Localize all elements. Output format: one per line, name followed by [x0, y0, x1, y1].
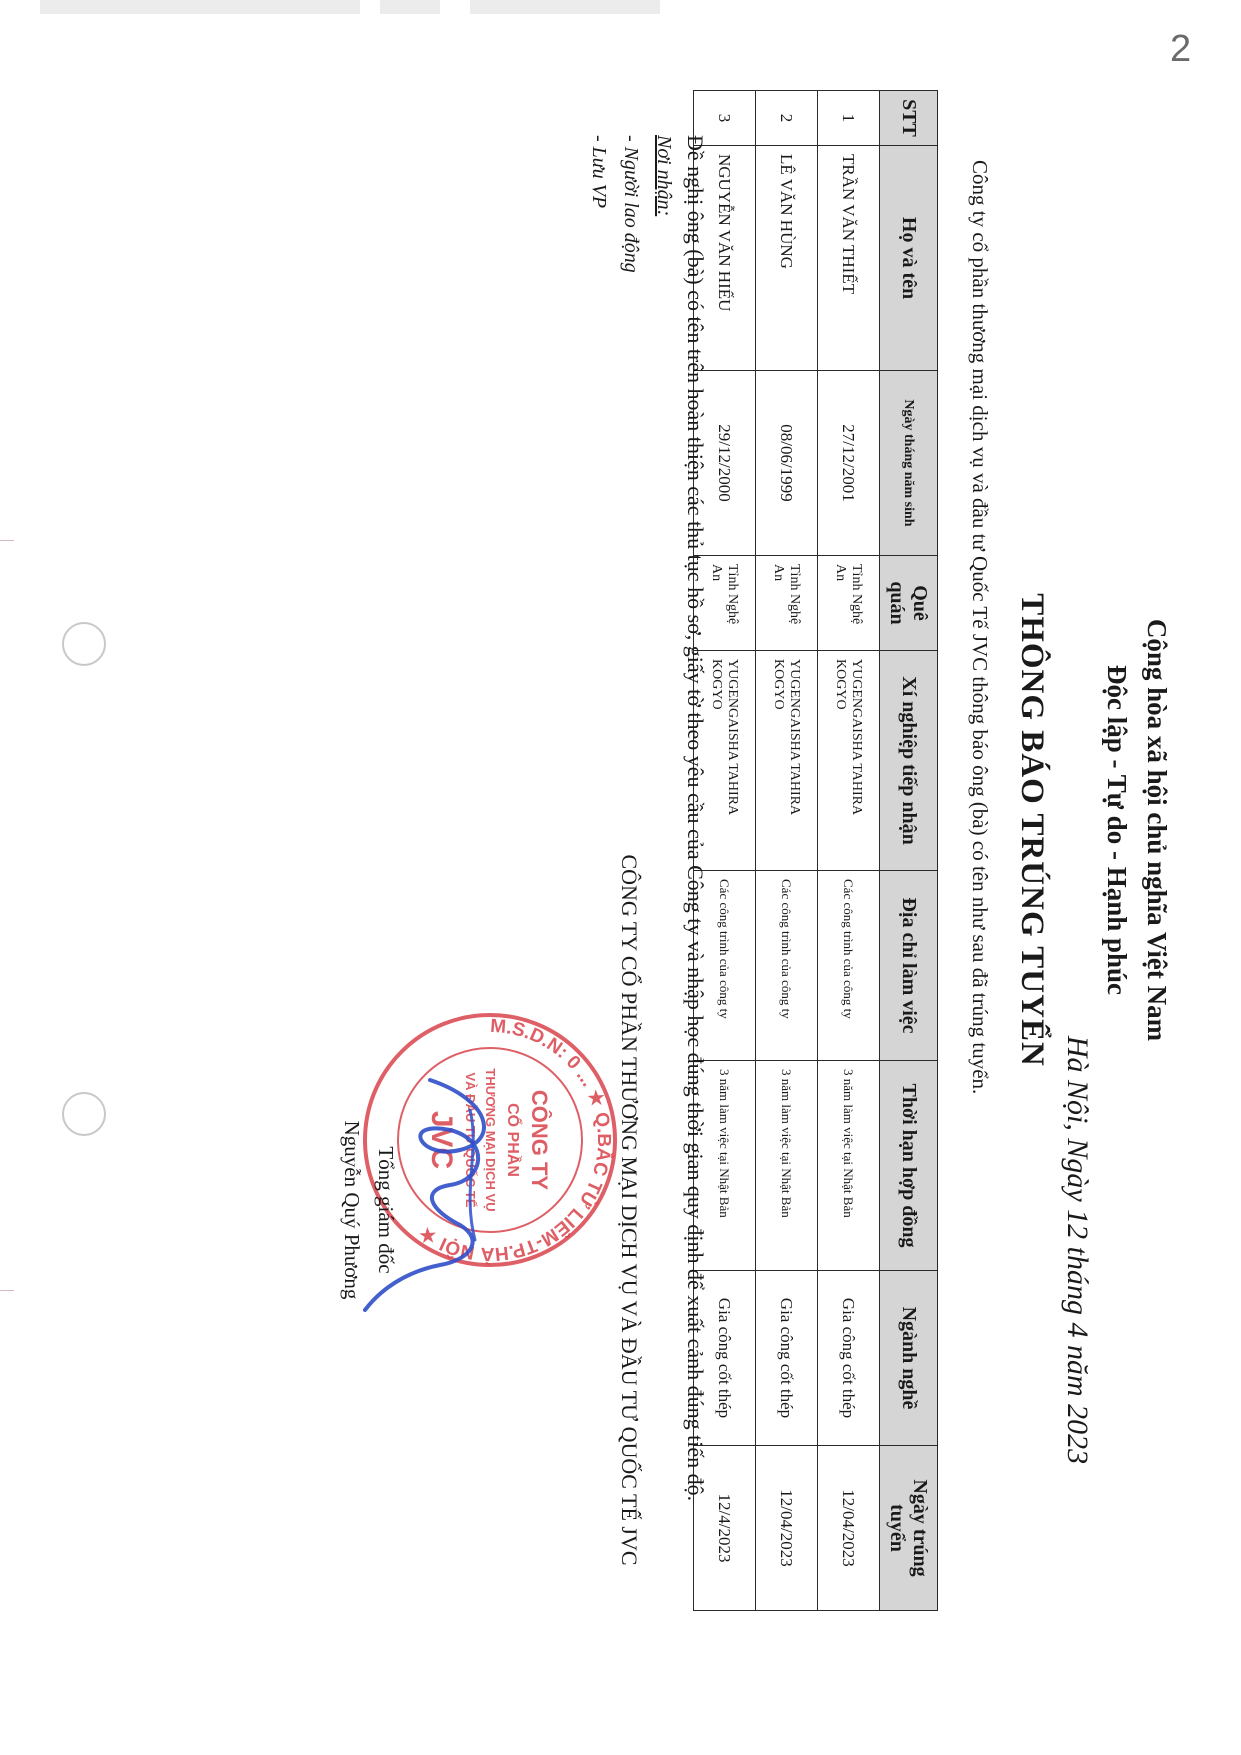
stamp-line: CÔNG TY — [527, 1089, 552, 1191]
document-title: THÔNG BÁO TRÚNG TUYỂN — [1014, 593, 1050, 1067]
table-cell: 29/12/2000 — [694, 371, 756, 556]
table-cell: 1 — [818, 91, 880, 146]
column-header: Họ và tên — [880, 146, 938, 371]
table-cell: Tỉnh Nghệ An — [756, 556, 818, 651]
recipients-label: Nơi nhận: — [653, 135, 675, 217]
table-cell: Các công trình của công ty — [818, 871, 880, 1061]
table-row — [818, 91, 880, 1611]
column-header: Quê quán — [880, 556, 938, 651]
table-cell: Các công trình của công ty — [756, 871, 818, 1061]
margin-mark — [0, 540, 14, 541]
table-cell: 3 năm làm việc tại Nhật Bản — [694, 1061, 756, 1271]
table-cell: 12/04/2023 — [818, 1446, 880, 1611]
column-header: Thời hạn hợp đồng — [880, 1061, 938, 1271]
column-header: STT — [880, 91, 938, 146]
stamp-line: CỔ PHẦN — [504, 1103, 521, 1177]
table-cell: 3 — [694, 91, 756, 146]
column-header: Địa chỉ làm việc — [880, 871, 938, 1061]
request-text: Đề nghị ông (bà) có tên trên hoàn thiện các thủ tục hồ sơ, giấy tờ theo yêu cầu của Công ty và nhập học đúng thời gian quy định để xuất cảnh đúng tiến độ. — [683, 135, 708, 1502]
signer-name: Nguyễn Quý Phương — [340, 1120, 364, 1300]
stamp-line: VÀ ĐẦU TƯ QUỐC TẾ — [463, 1072, 478, 1208]
stamp-line: JVC — [425, 1110, 458, 1170]
table-row — [756, 91, 818, 1611]
stamp-outer-text: M.S.D.N: 0 ... ★ Q.BẮC TỪ LIÊM-TP.HÀ NỘI ★ — [415, 1015, 615, 1265]
table-cell: Gia công cốt thép — [694, 1271, 756, 1446]
place-date: Hà Nội, Ngày 12 tháng 4 năm 2023 — [1061, 1035, 1094, 1465]
signer-title: Tổng giám đốc — [374, 1146, 398, 1274]
table-cell: Gia công cốt thép — [818, 1271, 880, 1446]
stamp-line: THƯƠNG MẠI DỊCH VỤ — [483, 1068, 498, 1212]
column-header: Xí nghiệp tiếp nhận — [880, 651, 938, 871]
table-cell: Tỉnh Nghệ An — [694, 556, 756, 651]
candidates-table — [693, 90, 938, 1611]
recipient-item: - Người lao động — [620, 135, 642, 273]
nation-header: Cộng hòa xã hội chủ nghĩa Việt Nam — [1142, 618, 1172, 1042]
margin-mark — [0, 1290, 14, 1291]
column-header: Ngành nghề — [880, 1271, 938, 1446]
table-cell: Tỉnh Nghệ An — [818, 556, 880, 651]
table-cell: 12/04/2023 — [756, 1446, 818, 1611]
table-cell: 08/06/1999 — [756, 371, 818, 556]
page-number: 2 — [1170, 28, 1192, 70]
table-cell: YUGENGAISHA TAHIRA KOGYO — [756, 651, 818, 871]
table-header-row — [880, 91, 938, 1611]
recipient-item: - Lưu VP — [588, 135, 610, 209]
table-cell: YUGENGAISHA TAHIRA KOGYO — [818, 651, 880, 871]
motto-header: Độc lập - Tự do - Hạnh phúc — [1102, 664, 1132, 996]
column-header: Ngày tháng năm sinh — [880, 371, 938, 556]
notice-document — [70, 0, 1190, 1660]
table-cell: YUGENGAISHA TAHIRA KOGYO — [694, 651, 756, 871]
table-cell: TRẦN VĂN THIẾT — [818, 146, 880, 371]
table-cell: 12/4/2023 — [694, 1446, 756, 1611]
intro-text: Công ty cổ phần thương mại dịch vụ và đầu tư Quốc Tế JVC thông báo ông (bà) có tên như sau đã trúng tuyển. — [968, 160, 992, 1095]
table-cell: 2 — [756, 91, 818, 146]
column-header: Ngày trúng tuyển — [880, 1446, 938, 1611]
table-cell: Các công trình của công ty — [694, 871, 756, 1061]
table-cell: 3 năm làm việc tại Nhật Bản — [756, 1061, 818, 1271]
table-cell: 27/12/2001 — [818, 371, 880, 556]
table-cell: Gia công cốt thép — [756, 1271, 818, 1446]
table-cell: NGUYỄN VĂN HIẾU — [694, 146, 756, 371]
signer-company: CÔNG TY CỔ PHẦN THƯƠNG MẠI DỊCH VỤ VÀ ĐẦU TƯ QUỐC TẾ JVC — [617, 854, 642, 1566]
table-cell: LÊ VĂN HÙNG — [756, 146, 818, 371]
table-cell: 3 năm làm việc tại Nhật Bản — [818, 1061, 880, 1271]
